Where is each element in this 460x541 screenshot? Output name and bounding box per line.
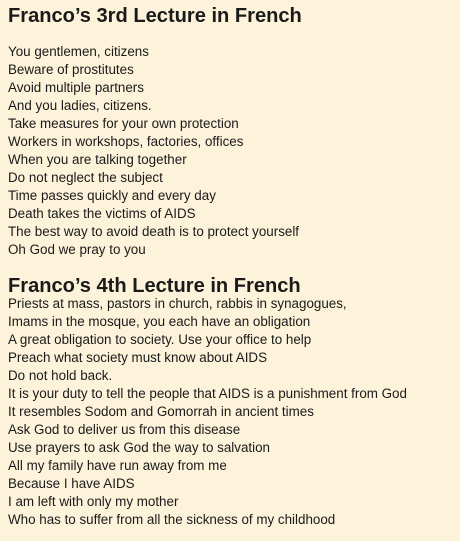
lecture-4-section [8,277,456,529]
lyric-line: You gentlemen, citizens [8,44,149,59]
lyric-line: Imams in the mosque, you each have an obligation [8,314,311,329]
lyric-line: Preach what society must know about AIDS [8,350,268,365]
lecture-3-title: Franco’s 3rd Lecture in French [8,5,302,27]
lyric-line: It resembles Sodom and Gomorrah in ancient times [8,404,314,419]
lyric-line: I am left with only my mother [8,494,179,509]
lyrics-document [8,7,456,529]
lyric-line: Ask God to deliver us from this disease [8,422,241,437]
lyric-line: Because I have AIDS [8,476,135,491]
lyric-line: Beware of prostitutes [8,62,134,77]
lecture-3-lines [8,43,456,259]
lyric-line: Oh God we pray to you [8,242,146,257]
lecture-4-lines [8,295,456,529]
lyric-line: Workers in workshops, factories, offices [8,134,244,149]
lyric-line: Death takes the victims of AIDS [8,206,196,221]
lyric-line: Time passes quickly and every day [8,188,216,203]
lyric-line: When you are talking together [8,152,187,167]
lyric-line: And you ladies, citizens. [8,98,152,113]
lecture-4-title: Franco’s 4th Lecture in French [8,275,301,297]
lyric-line: It is your duty to tell the people that AIDS is a punishment from God [8,386,407,401]
lyric-line: A great obligation to society. Use your office to help [8,332,312,347]
lyric-line: Priests at mass, pastors in church, rabbis in synagogues, [8,296,347,311]
lyric-line: Who has to suffer from all the sickness of my childhood [8,512,336,527]
lecture-3-section [8,7,456,259]
lyric-line: Avoid multiple partners [8,80,144,95]
lyric-line: Do not neglect the subject [8,170,163,185]
lyric-line: All my family have run away from me [8,458,227,473]
lyric-line: The best way to avoid death is to protect yourself [8,224,300,239]
lyric-line: Use prayers to ask God the way to salvation [8,440,270,455]
lyric-line: Take measures for your own protection [8,116,239,131]
spacer [8,25,456,43]
lyric-line: Do not hold back. [8,368,113,383]
